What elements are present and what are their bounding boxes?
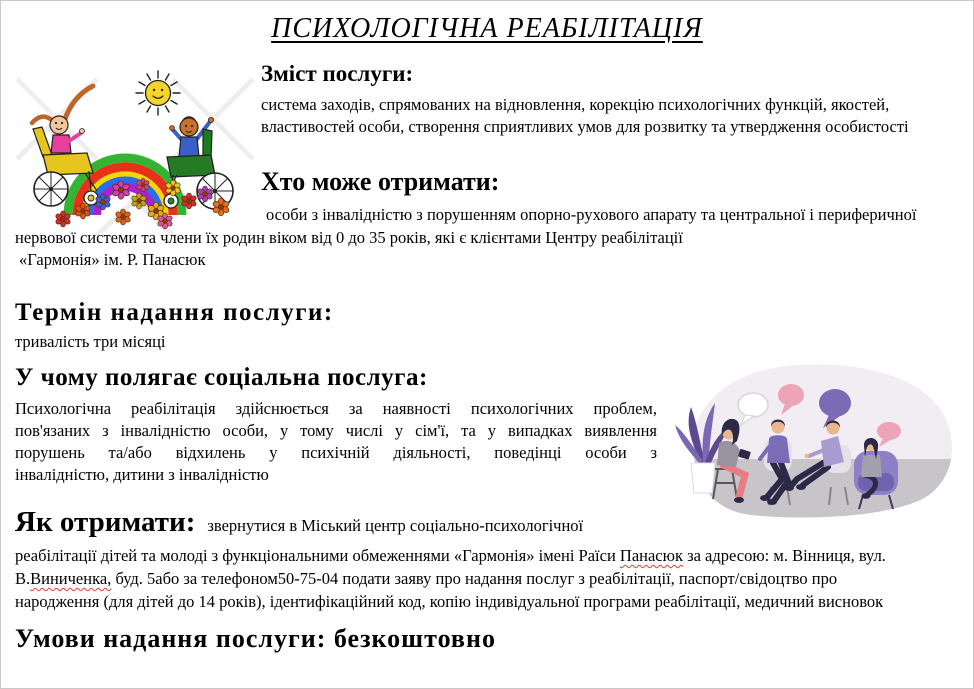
how-to-get-text: реабілітації дітей та молоді з функціональними обмеженнями «Гармонія» імені Раїси bbox=[15, 546, 620, 565]
section-heading-eligibility: Хто може отримати: bbox=[261, 167, 500, 196]
sun-icon bbox=[136, 71, 180, 115]
essence-line: Психологічна реабілітація здійснюється за наявності психологічних проблем, bbox=[15, 399, 657, 418]
eligibility-line: особи з інвалідністю з порушенням опорно-рухового апарату та центральної і периферичної bbox=[266, 205, 917, 224]
how-to-get-line2 bbox=[15, 545, 886, 567]
section-heading-essence: У чому полягає соціальна послуга: bbox=[15, 364, 428, 391]
eligibility-line: нервової системи та члени їх родин віком від 0 до 35 років, які є клієнтами Центру реабілітації bbox=[15, 228, 683, 247]
how-to-get-line4: народження (для дітей до 14 років), ідентифікаційний код, копію індивідуальної програми реабілітації, медичний висновок bbox=[15, 592, 884, 611]
how-to-get-text: буд. 5або за телефоном50-75-04 подати заяву про надання послуг з реабілітації, паспорт/свідоцтво про bbox=[111, 569, 838, 588]
section-heading-content: Зміст послуги: bbox=[261, 61, 414, 86]
section-heading-duration: Термін надання послуги: bbox=[15, 299, 334, 326]
how-to-get-inline-text: звернутися в Міський центр соціально-психологічної bbox=[207, 516, 584, 535]
duration-body: тривалість три місяці bbox=[15, 332, 166, 351]
how-to-get-text: за адресою: м. Вінниця, вул. bbox=[682, 546, 886, 565]
section-body-content bbox=[261, 94, 961, 138]
group-therapy-illustration bbox=[657, 355, 965, 523]
how-to-get-line1 bbox=[15, 506, 583, 539]
section-heading-conditions: Умови надання послуги: безкоштовно bbox=[15, 624, 496, 653]
how-to-get-text: В. bbox=[15, 569, 31, 588]
how-to-get-line3 bbox=[15, 568, 837, 590]
group-therapy-svg bbox=[657, 355, 965, 523]
content-line: властивостей особи, створення сприятливих умов для розвитку та утвердження особистості bbox=[261, 117, 909, 136]
spellcheck-flagged-word: Панасюк bbox=[619, 546, 683, 565]
essence-line: пов'язаних з інвалідністю особи, у тому числі у сім'ї, та у випадках виявлення bbox=[15, 421, 657, 440]
essence-body bbox=[15, 398, 657, 486]
page-title: ПСИХОЛОГІЧНА РЕАБІЛІТАЦІЯ bbox=[271, 13, 703, 44]
section-heading-how-to-get: Як отримати: bbox=[15, 506, 196, 538]
essence-line: порушень та/або відхилень у психічній діяльності, поведінці особи з bbox=[15, 443, 657, 462]
essence-line: інвалідністю, дитини з інвалідністю bbox=[15, 465, 269, 484]
children-rainbow-illustration bbox=[15, 67, 257, 237]
content-line: система заходів, спрямованих на відновлення, корекцію психологічних функцій, якостей, bbox=[261, 95, 890, 114]
eligibility-line: «Гармонія» ім. Р. Панасюк bbox=[19, 250, 206, 269]
spellcheck-flagged-word: Виниченка, bbox=[30, 569, 112, 588]
children-rainbow-svg bbox=[15, 67, 257, 237]
